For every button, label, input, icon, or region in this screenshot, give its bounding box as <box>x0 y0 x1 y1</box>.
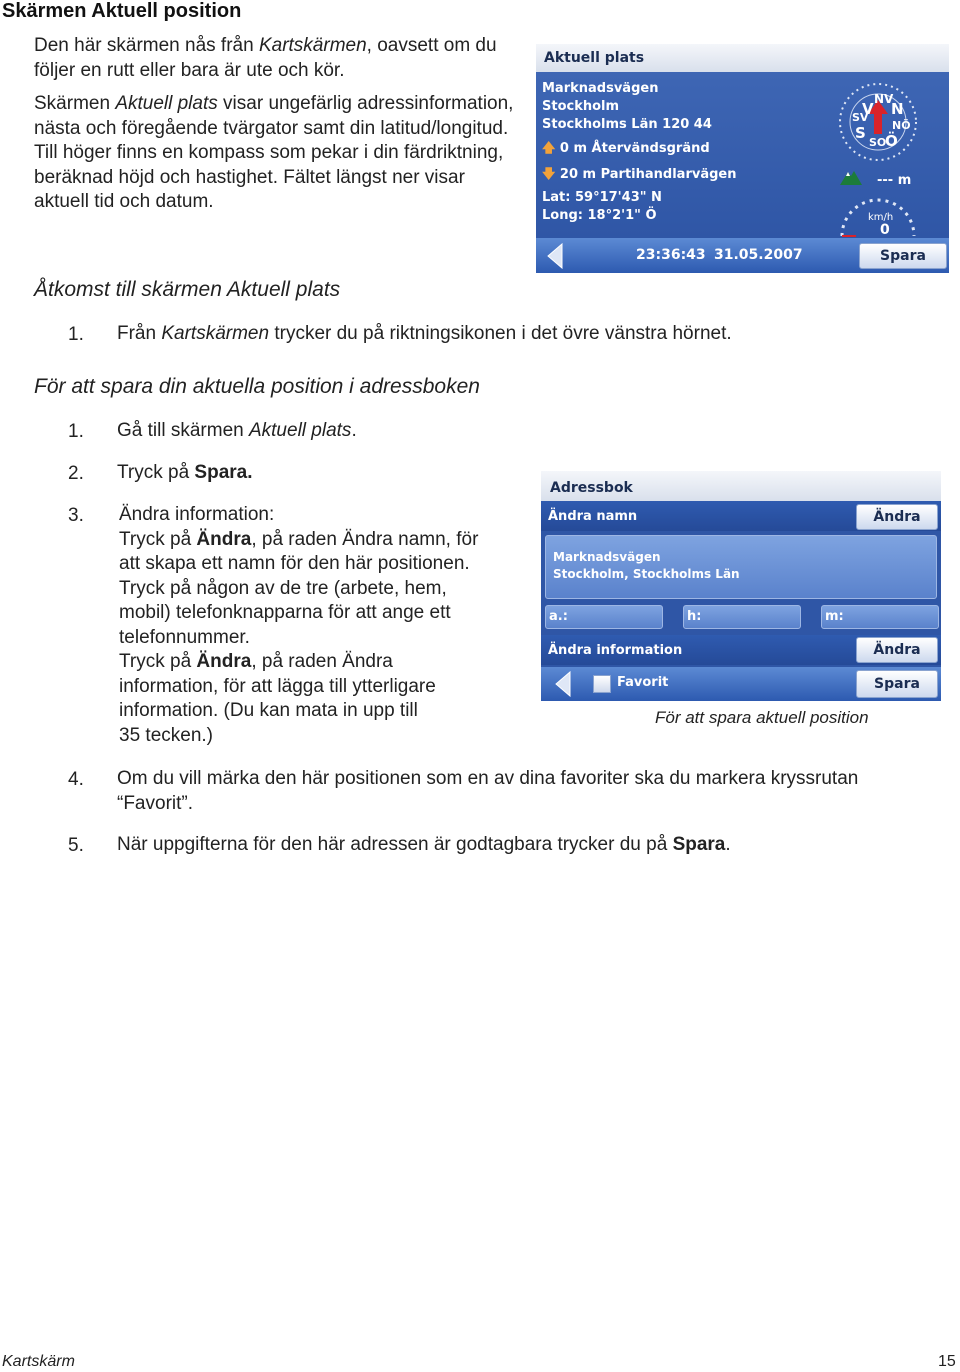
step-text: , på raden Ändra <box>251 651 393 672</box>
phone-mobile-label: m: <box>825 609 844 624</box>
save-button[interactable]: Spara <box>859 243 947 269</box>
step-line: Om du vill märka den här positionen som en av dina favoriter ska du markera kryssrutan <box>117 768 859 789</box>
footer-section: Kartskärm <box>2 1353 75 1370</box>
favorite-label: Favorit <box>617 675 669 690</box>
screenshot-caption: För att spara aktuell position <box>655 708 869 727</box>
intro-text: Skärmen <box>34 93 116 114</box>
page-number: 15 <box>938 1353 956 1370</box>
phone-mobile-button[interactable] <box>821 605 939 629</box>
step-italic: Aktuell plats <box>248 420 352 441</box>
region-postcode: Stockholms Län 120 44 <box>542 117 712 132</box>
save-button[interactable]: Spara <box>856 670 938 698</box>
page-heading: Skärmen Aktuell position <box>2 0 242 22</box>
latitude: Lat: 59°17'43" N <box>542 190 662 205</box>
current-date: 31.05.2007 <box>714 247 803 263</box>
intro-paragraph-2 <box>34 92 519 215</box>
back-arrow-icon[interactable] <box>554 671 572 697</box>
phone-work-button[interactable] <box>545 605 663 629</box>
arrow-down-icon: 🡇 <box>542 167 556 182</box>
step-number: 1. <box>68 324 84 345</box>
speed-value: 0 <box>880 222 890 238</box>
edit-name-button[interactable]: Ändra <box>856 504 938 530</box>
step-number: 2. <box>68 463 84 484</box>
compass-so: SO <box>869 136 887 149</box>
edit-name-label: Ändra namn <box>548 509 638 524</box>
step-bold: Ändra <box>196 528 252 550</box>
compass-no: NÖ <box>892 119 911 132</box>
step-text: Från <box>117 323 162 344</box>
phone-home-button[interactable] <box>683 605 801 629</box>
back-arrow-icon[interactable] <box>546 243 564 269</box>
step-text: Tryck på <box>117 462 195 483</box>
step-number: 4. <box>68 769 84 790</box>
street-name: Marknadsvägen <box>542 81 659 96</box>
city-name: Stockholm <box>542 99 620 114</box>
longitude: Long: 18°2'1" Ö <box>542 208 657 223</box>
compass-s: S <box>855 124 866 142</box>
step-line: 35 tecken.) <box>119 724 213 746</box>
step-line <box>119 650 519 675</box>
altitude-value: --- m <box>877 173 912 188</box>
intro-paragraph-1 <box>34 34 514 83</box>
compass-o: Ö <box>885 132 898 150</box>
current-time: 23:36:43 <box>636 247 706 263</box>
step-line <box>119 528 519 553</box>
step-line: information, för att lägga till ytterligare <box>119 675 436 697</box>
screen-bottom-bar <box>541 667 941 701</box>
screen-title: Adressbok <box>550 480 633 496</box>
step-number: 3. <box>68 505 84 526</box>
current-location-screen <box>536 44 949 273</box>
section-title-save: För att spara din aktuella position i adressboken <box>34 375 480 398</box>
step-text: När uppgifterna för den här adressen är godtagbara trycker du på <box>117 834 673 855</box>
screen-title: Aktuell plats <box>544 50 645 66</box>
step-line: “Favorit”. <box>117 792 193 814</box>
step-line: att skapa ett namn för den här positionen. <box>119 553 470 574</box>
intro-text: visar ungefärlig adressinformation, nästa och föregående tvärgator samt din latitud/longitud. Till höger finns en kompass som pekar i din färdriktning, beräknad höjd och hastighet. Fältet längst ner visar aktuell tid och datum. <box>34 93 514 212</box>
step-save-2 <box>117 461 253 486</box>
step-save-3 <box>119 503 519 748</box>
step-text: Tryck på <box>119 528 197 550</box>
phone-work-label: a.: <box>549 609 568 624</box>
step-access-1 <box>117 322 937 347</box>
favorite-checkbox[interactable] <box>593 675 611 693</box>
step-bold: Ändra <box>196 651 252 672</box>
step-bold: Spara <box>672 834 726 855</box>
intro-text: , oavsett om du följer en rutt eller bara är ute och kör. <box>34 35 497 81</box>
screen-bottom-bar <box>536 238 949 273</box>
section-title-access: Åtkomst till skärmen Aktuell plats <box>34 278 341 301</box>
edit-info-button[interactable]: Ändra <box>856 637 938 663</box>
intro-italic: Kartskärmen <box>258 35 367 56</box>
arrow-up-icon: 🡅 <box>542 141 556 156</box>
compass-n: N <box>891 100 904 118</box>
step-number: 5. <box>68 835 84 856</box>
step-line: information. (Du kan mata in upp till <box>119 700 418 721</box>
screen-titlebar <box>536 44 949 72</box>
step-line: mobil) telefonknapparna för att ange ett <box>119 602 451 623</box>
next-street-label: 0 m Återvändsgränd <box>559 141 710 156</box>
next-street <box>542 139 710 161</box>
step-save-1 <box>117 419 357 444</box>
address-line-1: Marknadsvägen <box>553 550 661 564</box>
address-line-2: Stockholm, Stockholms Län <box>553 567 740 581</box>
step-save-5 <box>117 833 937 858</box>
step-text: Tryck på <box>119 651 197 672</box>
previous-street-label: 20 m Partihandlarvägen <box>559 167 737 182</box>
step-text: . <box>725 834 731 855</box>
phone-home-label: h: <box>687 609 702 624</box>
mountain-icon <box>840 169 862 185</box>
step-text: . <box>351 420 357 441</box>
address-book-screen <box>541 471 941 701</box>
speed-unit: km/h <box>868 212 894 223</box>
step-italic: Kartskärmen <box>161 323 270 344</box>
compass-v: V <box>862 100 874 118</box>
screen-titlebar <box>541 471 941 501</box>
intro-text: Den här skärmen nås från <box>34 35 259 56</box>
step-text: , på raden Ändra namn, för <box>251 528 479 550</box>
step-line: telefonnummer. <box>119 626 250 648</box>
compass-nv: NV <box>874 92 894 106</box>
intro-italic: Aktuell plats <box>115 93 218 114</box>
previous-street <box>542 165 736 187</box>
step-line: Ändra information: <box>119 504 275 525</box>
step-text: trycker du på riktningsikonen i det övre vänstra hörnet. <box>269 323 732 344</box>
address-display <box>545 535 937 599</box>
step-line: Tryck på någon av de tre (arbete, hem, <box>119 577 447 599</box>
step-text: Gå till skärmen <box>117 420 249 441</box>
step-save-4 <box>117 767 937 816</box>
edit-info-label: Ändra information <box>548 643 683 658</box>
compass-sv: SV <box>852 111 869 124</box>
step-number: 1. <box>68 421 84 442</box>
step-bold: Spara. <box>194 462 253 483</box>
